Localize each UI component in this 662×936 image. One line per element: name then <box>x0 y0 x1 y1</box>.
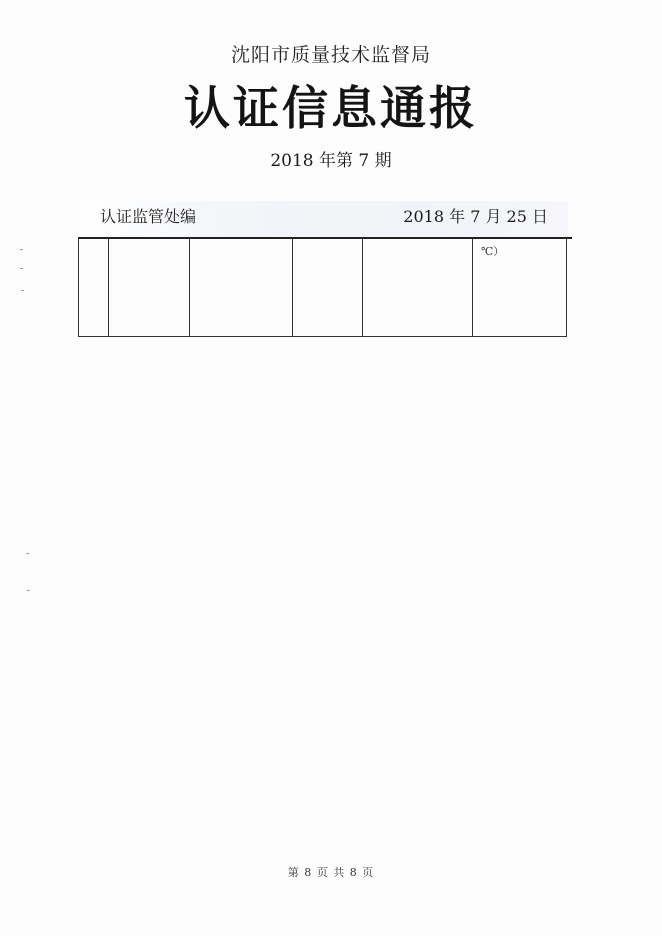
editor-label: 认证监管处编 <box>100 207 197 226</box>
table-column-divider <box>472 239 473 336</box>
scan-speck <box>26 553 29 554</box>
table-cell-text: ℃） <box>481 245 505 258</box>
table-column-divider <box>108 239 109 336</box>
table-column-divider <box>189 239 190 336</box>
bulletin-title: 认证信息通报 <box>184 81 478 135</box>
scan-speck <box>20 249 23 250</box>
scan-speck <box>21 290 24 291</box>
info-table <box>78 239 567 337</box>
table-column-divider <box>292 239 293 336</box>
scan-speck <box>27 590 30 591</box>
issue-number: 2018 年第 7 期 <box>270 151 392 171</box>
meta-row <box>80 201 568 237</box>
table-column-divider <box>362 239 363 336</box>
publication-date: 2018 年 7 月 25 日 <box>403 207 548 226</box>
page-footer: 第 8 页 共 8 页 <box>287 866 375 879</box>
issuing-organization: 沈阳市质量技术监督局 <box>230 44 431 66</box>
scan-speck <box>20 268 23 269</box>
